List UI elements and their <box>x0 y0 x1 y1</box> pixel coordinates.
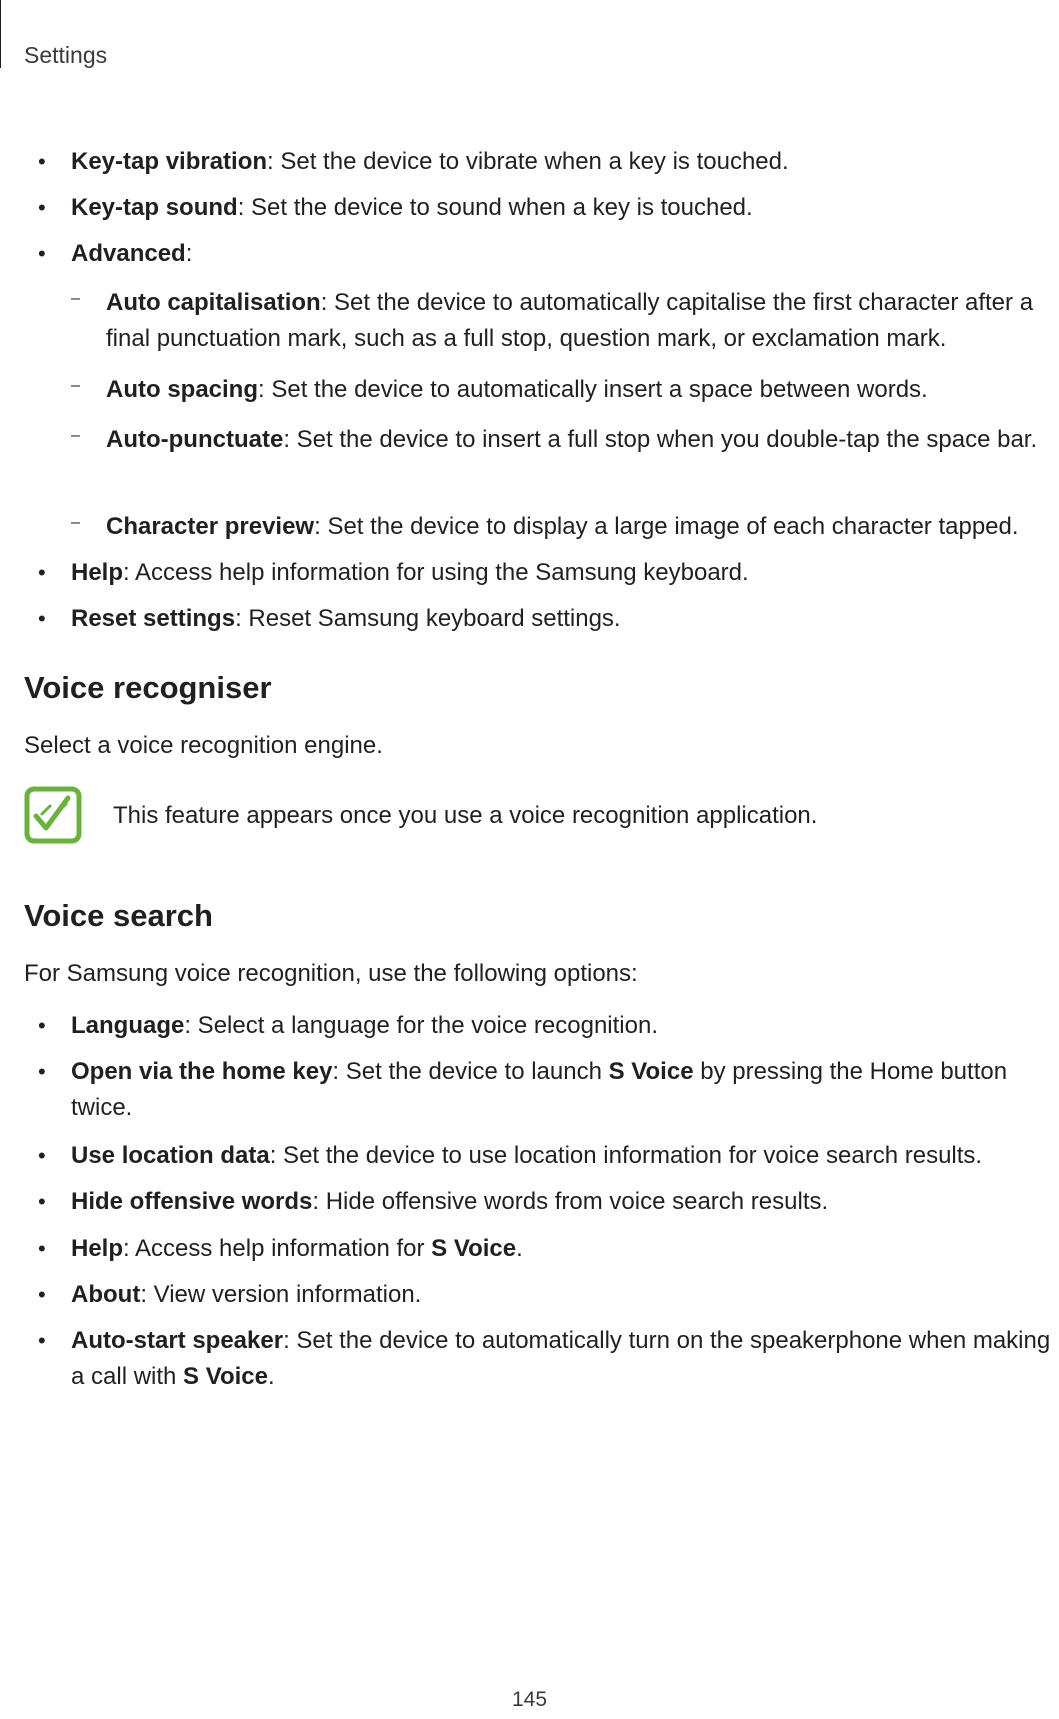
list-item: • Reset settings: Reset Samsung keyboard settings. <box>71 601 1051 637</box>
list-item: • Open via the home key: Set the device to launch S Voice by pressing the Home button twice. <box>71 1054 1051 1126</box>
running-head: Settings <box>24 42 108 68</box>
sub-list-item: – Auto capitalisation: Set the device to automatically capitalise the first character after a final punctuation mark, such as a full stop, question mark, or exclamation mark. <box>106 285 1053 357</box>
list-item: • Use location data: Set the device to use location information for voice search results. <box>71 1138 1051 1174</box>
bullet-mark: • <box>38 149 46 174</box>
bullet-mark: • <box>38 1282 46 1307</box>
dash-mark: – <box>71 377 80 394</box>
bullet-mark: • <box>38 1013 46 1038</box>
section-intro: Select a voice recognition engine. <box>24 732 383 759</box>
sub-list-item: – Auto spacing: Set the device to automatically insert a space between words. <box>106 372 1053 408</box>
list-item: • Help: Access help information for using the Samsung keyboard. <box>71 555 1051 591</box>
bullet-mark: • <box>38 1328 46 1353</box>
dash-mark: – <box>71 427 80 444</box>
list-item: • About: View version information. <box>71 1277 1051 1313</box>
bullet-mark: • <box>38 1189 46 1214</box>
dash-mark: – <box>71 290 80 307</box>
list-item: • Hide offensive words: Hide offensive words from voice search results. <box>71 1184 1051 1220</box>
sub-list-item: – Auto-punctuate: Set the device to insert a full stop when you double-tap the space bar. <box>106 422 1053 458</box>
section-heading-voice-recogniser: Voice recogniser <box>24 670 272 705</box>
bullet-mark: • <box>38 241 46 266</box>
list-item: • Auto-start speaker: Set the device to automatically turn on the speakerphone when making a call with S Voice. <box>71 1323 1051 1395</box>
bullet-mark: • <box>38 606 46 631</box>
dash-mark: – <box>71 514 80 531</box>
list-item: • Help: Access help information for S Voice. <box>71 1231 1051 1267</box>
bullet-mark: • <box>38 560 46 585</box>
sub-list-item: – Character preview: Set the device to display a large image of each character tapped. <box>106 509 1053 545</box>
section-heading-voice-search: Voice search <box>24 898 213 933</box>
bullet-mark: • <box>38 1143 46 1168</box>
section-intro: For Samsung voice recognition, use the following options: <box>24 960 638 987</box>
note-check-icon <box>24 786 82 844</box>
bullet-mark: • <box>38 1059 46 1084</box>
page-number: 145 <box>511 1688 548 1711</box>
list-item: • Advanced: <box>71 236 1051 272</box>
note-text: This feature appears once you use a voice recognition application. <box>113 802 818 829</box>
list-item: • Language: Select a language for the voice recognition. <box>71 1008 1051 1044</box>
list-item: • Key-tap sound: Set the device to sound when a key is touched. <box>71 190 1051 226</box>
bullet-mark: • <box>38 1236 46 1261</box>
bullet-mark: • <box>38 195 46 220</box>
list-item: • Key-tap vibration: Set the device to vibrate when a key is touched. <box>71 144 1051 180</box>
page-corner-rule <box>0 0 1 68</box>
